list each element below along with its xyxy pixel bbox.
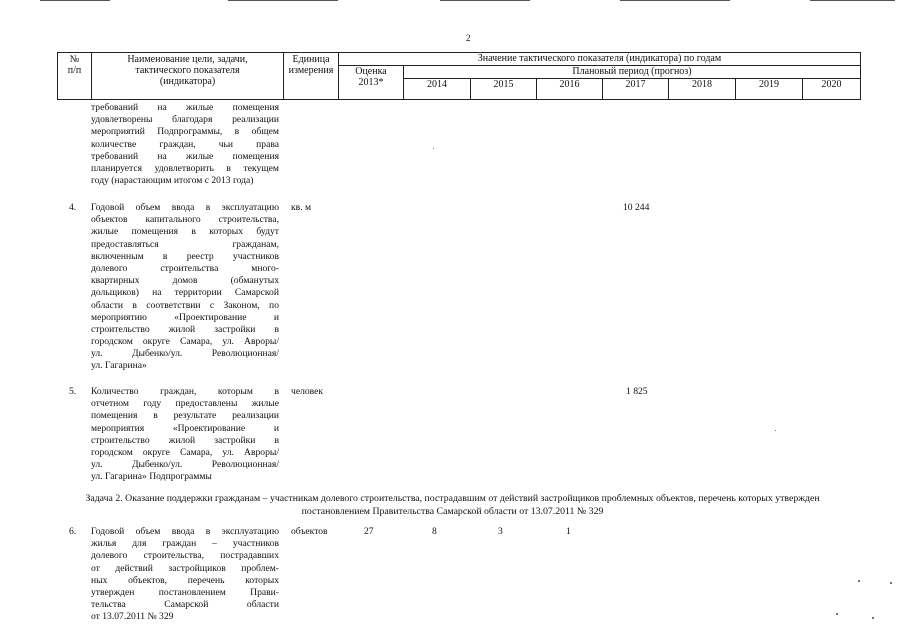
text-line: строительство жилой застройки в — [91, 323, 279, 335]
row-number: 6. — [69, 526, 77, 537]
text-line: долевого строительства много- — [91, 262, 279, 274]
scan-edge-line — [40, 0, 110, 1]
text-line: утвержден постановлением Прави- — [91, 586, 279, 598]
row-6-text — [91, 526, 279, 624]
scan-edge-line — [440, 0, 530, 1]
header-year: 2020 — [802, 78, 861, 100]
text-line: предоставляться гражданам, — [91, 238, 279, 250]
header-year: 2016 — [536, 78, 603, 100]
scan-speck — [872, 617, 874, 619]
header-year: 2017 — [602, 78, 669, 100]
text-line: планируется удовлетворить в текущем — [91, 162, 279, 174]
value-2013: 27 — [364, 526, 374, 537]
task-heading-line: постановлением Правительства Самарской области от 13.07.2011 № 329 — [301, 506, 604, 517]
scan-speck — [433, 148, 434, 149]
text-line: ных объектов, перечень которых — [91, 574, 279, 586]
header-estimate: Оценка 2013* — [338, 65, 404, 100]
header-name: Наименование цели, задачи, тактического показателя (индикатора) — [91, 52, 284, 100]
scan-speck — [858, 580, 860, 582]
row-4-text — [91, 202, 279, 373]
header-year: 2014 — [403, 78, 471, 100]
text-line: тельства Самарской области — [91, 599, 279, 611]
text-line: от действий застройщиков проблем- — [91, 562, 279, 574]
text-line: долевого строительства, пострадавших — [91, 550, 279, 562]
text-line: квартирных домов (обманутых — [91, 275, 279, 287]
text-line: дольщиков) на территории Самарской — [91, 287, 279, 299]
scan-edge-line — [810, 0, 895, 1]
text-line: строительство жилой застройки в — [91, 434, 279, 446]
scan-speck — [890, 582, 892, 584]
row-unit: человек — [291, 386, 324, 397]
text-line: городском округе Самара, ул. Авроры/ — [91, 336, 279, 348]
header-num: № п/п — [57, 52, 92, 100]
text-line: жилые помещения в которых будут — [91, 226, 279, 238]
header-plan: Плановый период (прогноз) — [403, 65, 861, 79]
text-line: ул. Гагарина» — [91, 360, 147, 372]
table-header — [57, 52, 861, 100]
header-group: Значение тактического показателя (индикатора) по годам — [338, 52, 861, 66]
value-2017: 1 825 — [626, 386, 648, 397]
text-line: ул. Дыбенко/ул. Революционная/ — [91, 459, 279, 471]
text-line: жилья для граждан – участников — [91, 538, 279, 550]
row-unit: кв. м — [291, 202, 312, 213]
header-year: 2019 — [735, 78, 803, 100]
text-line: помещения в результате реализации — [91, 410, 279, 422]
text-line: мероприятий Подпрограммы, в общем — [91, 126, 279, 138]
header-year: 2018 — [668, 78, 736, 100]
text-line: мероприятия «Проектирование и — [91, 422, 279, 434]
text-line: включенным в реестр участников — [91, 250, 279, 262]
page-number: 2 — [466, 33, 471, 43]
scan-edge-line — [620, 0, 730, 1]
text-line: Годовой объем ввода в эксплуатацию — [91, 202, 279, 213]
text-line: ул. Гагарина» Подпрограммы — [91, 471, 212, 483]
header-year: 2015 — [470, 78, 537, 100]
scan-edge-line — [228, 0, 338, 1]
text-line: Годовой объем ввода в эксплуатацию — [91, 526, 279, 537]
task-heading-line: Задача 2. Оказание поддержки гражданам – участникам долевого строительства, пострадавшим от действий застройщиков проблемных объектов, перечень которых утвержден — [85, 493, 820, 504]
text-line: отчетном году предоставлены жилые — [91, 398, 279, 410]
value-2014: 8 — [432, 526, 437, 537]
row-unit: объектов — [291, 526, 328, 537]
text-line: требований на жилые помещения — [91, 150, 279, 162]
text-line: объектов капитального строительства, — [91, 214, 279, 226]
value-2017: 10 244 — [623, 202, 650, 213]
scan-speck — [775, 430, 776, 431]
task-heading — [0, 492, 905, 518]
text-line: году (нарастающим итогом с 2013 года) — [91, 175, 254, 187]
text-line: ул. Дыбенко/ул. Революционная/ — [91, 348, 279, 360]
text-line: от 13.07.2011 № 329 — [91, 611, 174, 623]
row-number: 4. — [69, 202, 77, 213]
scan-speck — [836, 613, 838, 615]
value-2015: 3 — [498, 526, 503, 537]
text-line: Количество граждан, которым в — [91, 386, 279, 397]
row-number: 5. — [69, 386, 77, 397]
value-2016: 1 — [566, 526, 571, 537]
text-line: области в соответствии с Законом, по — [91, 299, 279, 311]
text-line: количестве граждан, чьи права — [91, 138, 279, 150]
text-line: городском округе Самара, ул. Авроры/ — [91, 446, 279, 458]
text-line: удовлетворены благодаря реализации — [91, 114, 279, 126]
row-continuation-text — [91, 102, 279, 187]
text-line: мероприятию «Проектирование и — [91, 311, 279, 323]
header-unit: Единица измерения — [283, 52, 339, 100]
text-line: требований на жилые помещения — [91, 102, 279, 113]
row-5-text — [91, 386, 279, 484]
